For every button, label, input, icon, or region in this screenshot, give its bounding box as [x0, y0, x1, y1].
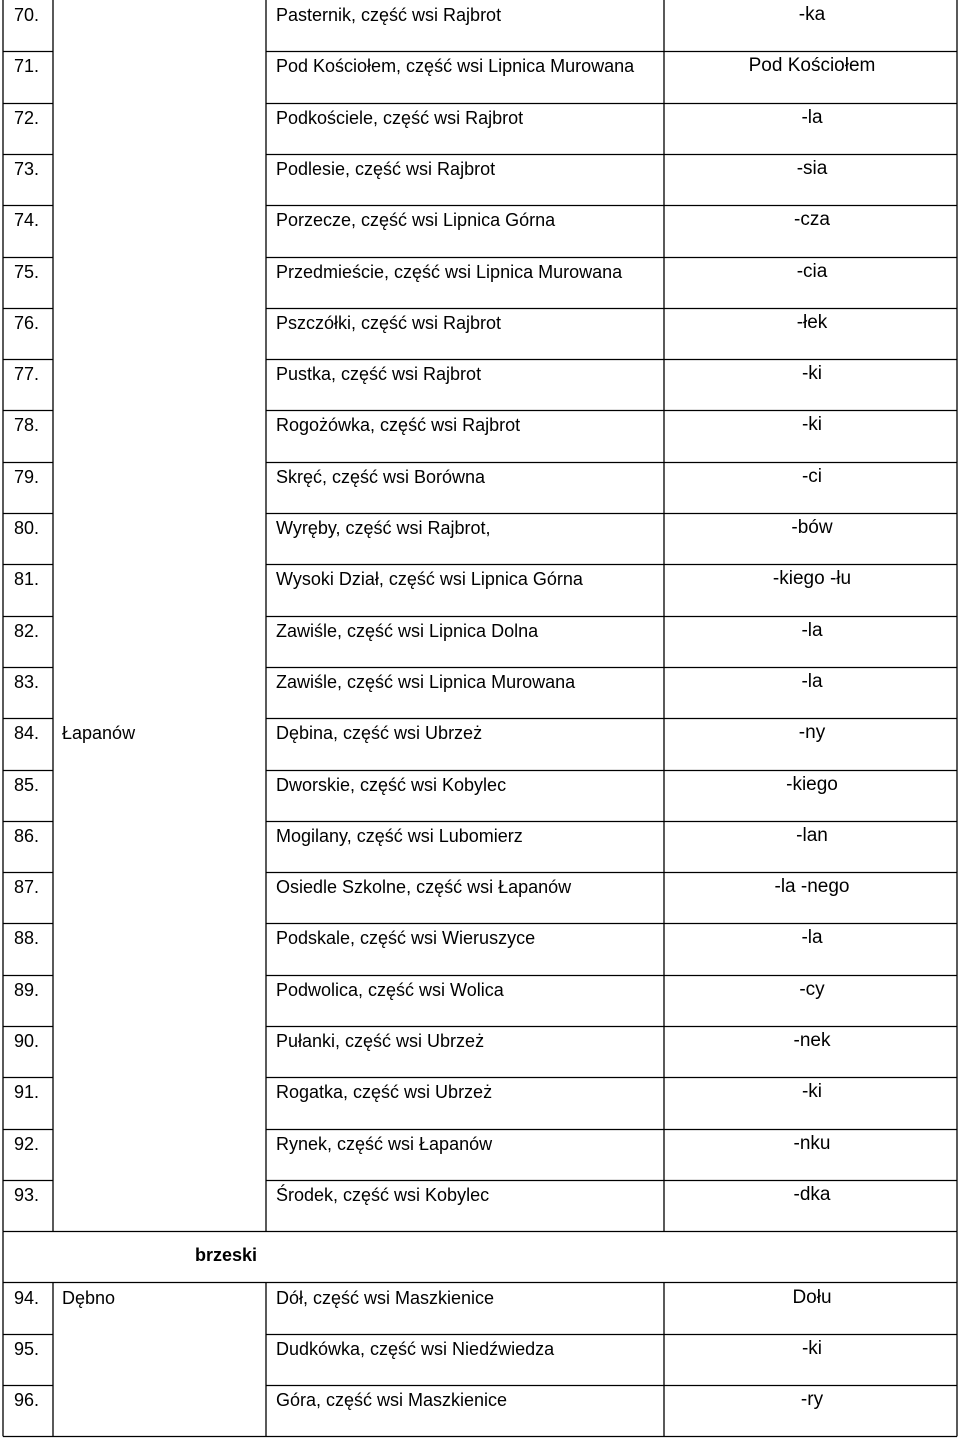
genitive-suffix: -łek: [796, 311, 828, 333]
row-number: 90.: [14, 1031, 40, 1051]
genitive-suffix: -sia: [796, 157, 828, 179]
place-name: Rynek, część wsi Łapanów: [276, 1133, 493, 1154]
place-name: Pustka, część wsi Rajbrot: [276, 364, 482, 385]
row-number: 93.: [14, 1184, 40, 1205]
row-number: 72.: [14, 107, 40, 128]
genitive-suffix: -la: [801, 670, 823, 692]
place-name: Wysoki Dział, część wsi Lipnica Górna: [276, 569, 583, 590]
place-name: Dworskie, część wsi Kobylec: [276, 774, 507, 795]
place-name: Mogilany, część wsi Lubomierz: [276, 825, 523, 846]
place-name: Dębina, część wsi Ubrzeż: [276, 723, 483, 744]
row-number: 76.: [14, 312, 40, 333]
genitive-suffix: Pod Kościołem: [748, 55, 876, 77]
genitive-suffix: -bów: [791, 517, 833, 538]
row-number: 84.: [14, 723, 40, 744]
place-name: Przedmieście, część wsi Lipnica Murowana: [276, 261, 623, 282]
genitive-suffix: -kiego -łu: [772, 568, 852, 590]
row-number: 95.: [14, 1338, 40, 1359]
genitive-suffix: -ci: [801, 465, 823, 487]
place-name: Pasternik, część wsi Rajbrot: [276, 5, 502, 25]
place-name: Góra, część wsi Maszkienice: [276, 1390, 508, 1411]
row-number: 87.: [14, 877, 40, 898]
place-name: Porzecze, część wsi Lipnica Górna: [276, 210, 556, 231]
place-name: Podskale, część wsi Wieruszyce: [276, 928, 536, 949]
genitive-suffix: -ka: [798, 4, 826, 25]
genitive-suffix: -lan: [796, 824, 828, 846]
row-number: 79.: [14, 466, 40, 487]
place-name: Zawiśle, część wsi Lipnica Murowana: [276, 671, 576, 692]
row-number: 83.: [14, 671, 40, 692]
genitive-suffix: -dka: [793, 1183, 831, 1205]
genitive-suffix: -nku: [793, 1132, 831, 1154]
genitive-suffix: -cia: [796, 260, 828, 282]
genitive-suffix: -ki: [801, 414, 823, 436]
place-name: Wyręby, część wsi Rajbrot,: [276, 518, 491, 538]
place-name: Środek, część wsi Kobylec: [276, 1184, 490, 1205]
place-name: Rogatka, część wsi Ubrzeż: [276, 1082, 493, 1103]
row-number: 85.: [14, 774, 40, 795]
row-number: 71.: [14, 56, 40, 77]
genitive-suffix: -la -nego: [774, 876, 850, 898]
genitive-suffix: -cy: [799, 978, 825, 1000]
row-number: 96.: [14, 1390, 40, 1411]
row-number: 78.: [14, 415, 40, 436]
genitive-suffix: -ki: [801, 1337, 823, 1359]
row-number: 94.: [14, 1287, 40, 1308]
row-number: 82.: [14, 620, 40, 641]
row-number: 70.: [14, 5, 40, 25]
row-number: 92.: [14, 1133, 40, 1154]
genitive-suffix: -kiego: [786, 773, 838, 795]
place-name: Dudkówka, część wsi Niedźwiedza: [276, 1338, 555, 1359]
row-number: 75.: [14, 261, 40, 282]
place-name: Podlesie, część wsi Rajbrot: [276, 158, 496, 179]
row-number: 73.: [14, 158, 40, 179]
row-number: 81.: [14, 569, 40, 590]
genitive-suffix: -ki: [801, 1081, 823, 1103]
genitive-suffix: -la: [801, 106, 823, 128]
genitive-suffix: Dołu: [792, 1286, 832, 1308]
genitive-suffix: -nek: [793, 1030, 831, 1051]
row-number: 77.: [14, 364, 40, 385]
place-name: Skręć, część wsi Borówna: [276, 466, 486, 487]
row-number: 88.: [14, 928, 40, 949]
place-name: Pszczółki, część wsi Rajbrot: [276, 312, 502, 333]
genitive-suffix: -cza: [794, 209, 830, 231]
row-number: 74.: [14, 210, 40, 231]
place-name: Podkościele, część wsi Rajbrot: [276, 107, 524, 128]
place-name: Dół, część wsi Maszkienice: [276, 1287, 495, 1308]
place-name: Pułanki, część wsi Ubrzeż: [276, 1031, 485, 1051]
genitive-suffix: -la: [801, 619, 823, 641]
genitive-suffix: -ry: [800, 1389, 824, 1411]
genitive-suffix: -ny: [798, 722, 826, 744]
place-name: Rogożówka, część wsi Rajbrot: [276, 415, 521, 436]
place-name: Pod Kościołem, część wsi Lipnica Murowana: [276, 56, 635, 77]
row-number: 86.: [14, 825, 40, 846]
genitive-suffix: -ki: [801, 363, 823, 385]
place-name: Podwolica, część wsi Wolica: [276, 979, 504, 1000]
county-heading: brzeski: [195, 1245, 258, 1266]
genitive-suffix: -la: [801, 927, 823, 949]
row-number: 91.: [14, 1082, 40, 1103]
row-number: 89.: [14, 979, 40, 1000]
place-name: Osiedle Szkolne, część wsi Łapanów: [276, 877, 572, 898]
row-number: 80.: [14, 518, 40, 538]
gmina-name: Łapanów: [62, 723, 136, 744]
place-name: Zawiśle, część wsi Lipnica Dolna: [276, 620, 539, 641]
gmina-name: Dębno: [62, 1287, 116, 1308]
